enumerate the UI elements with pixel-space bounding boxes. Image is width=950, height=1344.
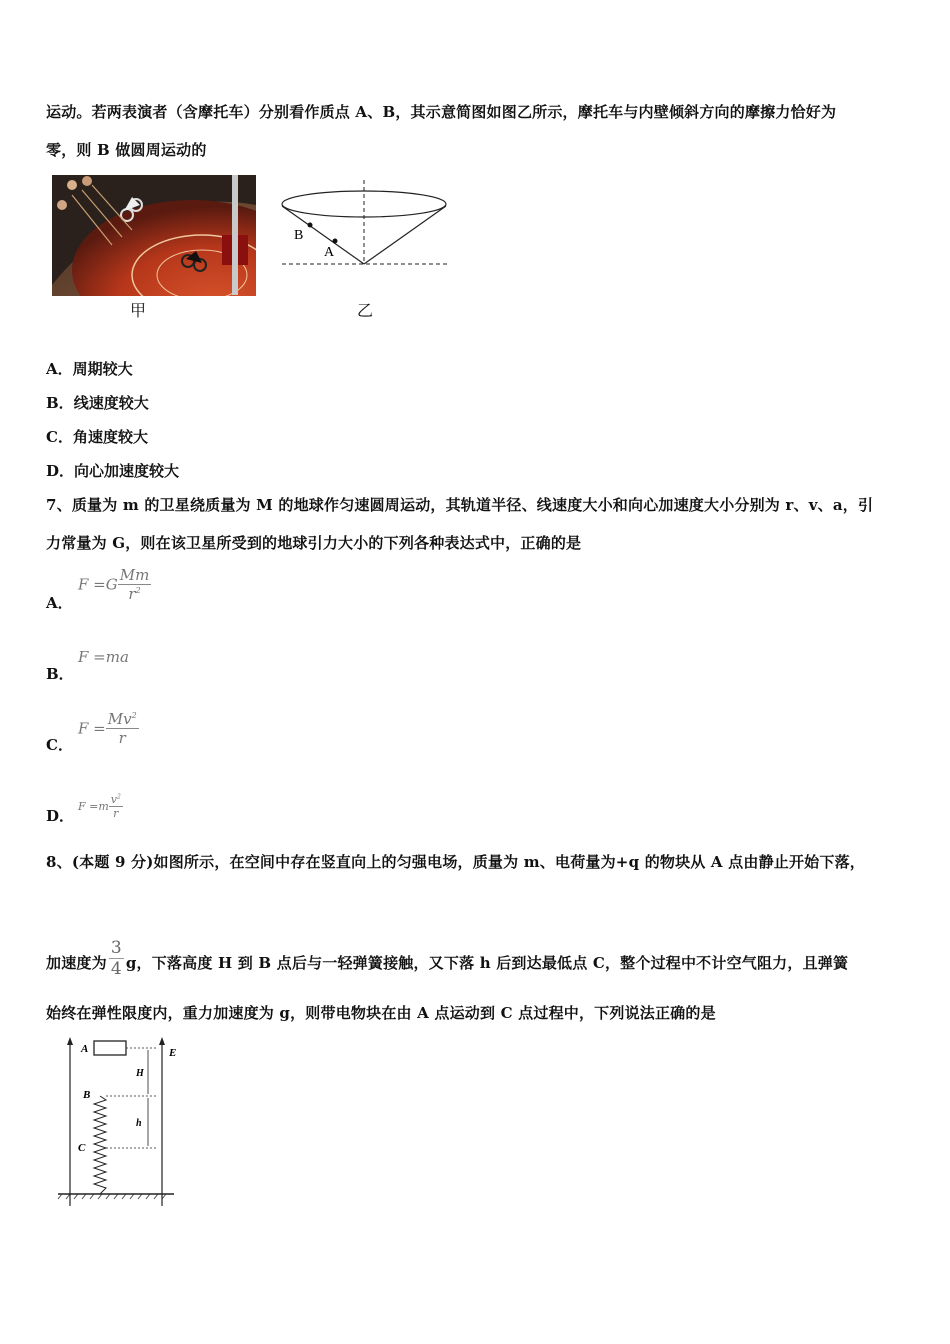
q6-option-b[interactable] xyxy=(46,392,149,413)
label-H: H xyxy=(136,1068,144,1079)
label-b: B xyxy=(83,1089,91,1101)
formula-exponent: 2 xyxy=(131,711,137,720)
q7-option-c[interactable] xyxy=(46,734,73,755)
label-a: A xyxy=(324,245,335,260)
q6-stem-line2: 零，则 B 做圆周运动的 xyxy=(46,141,207,159)
option-key: B． xyxy=(46,394,74,412)
q7-option-d[interactable] xyxy=(46,805,74,826)
option-key: D． xyxy=(46,462,75,480)
q7-formula-d xyxy=(78,793,123,820)
option-key: A． xyxy=(46,360,73,378)
q8-stem-line3: 始终在弹性限度内，重力加速度为 g，则带电物块在由 A 点运动到 C 点过程中，下列说法正确的是 xyxy=(46,1004,716,1022)
formula-denominator: r xyxy=(128,585,136,603)
q8-stem-line2-rest: g，下落高度 H 到 B 点后与一轻弹簧接触，又下落 h 后到达最低点 C，整个过程中不计空气阻力，且弹簧 xyxy=(125,954,849,972)
formula-exponent: 2 xyxy=(117,793,121,801)
q7-stem-line2: 力常量为 G，则在该卫星所受到的地球引力大小的下列各种表达式中，正确的是 xyxy=(46,534,582,552)
label-e: E xyxy=(169,1047,177,1059)
figure-caption-right: 乙 xyxy=(357,301,374,320)
q6-option-d[interactable] xyxy=(46,460,179,481)
formula-denominator: r xyxy=(113,807,119,820)
formula-lhs: F =m xyxy=(78,800,109,813)
field-arrow-right xyxy=(159,1037,165,1045)
option-key: C． xyxy=(46,428,73,446)
field-arrow-left xyxy=(67,1037,73,1045)
q7-option-b[interactable] xyxy=(46,663,74,684)
block-a xyxy=(94,1041,126,1055)
option-text: 线速度较大 xyxy=(73,394,149,412)
fraction-denominator: 4 xyxy=(110,959,122,979)
point-a xyxy=(333,239,338,244)
q6-stem-line1: 运动。若两表演者（含摩托车）分别看作质点 A、B，其示意简图如图乙所示，摩托车与内壁倾斜方向的摩擦力恰好为 xyxy=(46,103,837,121)
option-text: 周期较大 xyxy=(72,360,133,378)
label-a: A xyxy=(81,1043,89,1055)
option-text: 向心加速度较大 xyxy=(74,462,180,480)
formula-numerator: Mm xyxy=(119,566,150,584)
spring xyxy=(94,1096,106,1194)
formula-numerator: v xyxy=(110,793,117,806)
point-b xyxy=(308,223,313,228)
option-key: A． xyxy=(46,594,73,612)
figure-caption-left: 甲 xyxy=(130,301,147,320)
label-c: C xyxy=(78,1142,86,1154)
option-text: 角速度较大 xyxy=(72,428,148,446)
option-key: B． xyxy=(46,665,74,683)
formula-lhs: F = xyxy=(78,719,106,738)
q7-option-a[interactable] xyxy=(46,592,73,613)
option-key: D． xyxy=(46,807,75,825)
q6-option-c[interactable] xyxy=(46,426,148,447)
formula-exponent: 2 xyxy=(135,586,141,595)
q7-formula-c xyxy=(78,710,139,747)
q6-option-a[interactable] xyxy=(46,358,133,379)
accel-fraction xyxy=(109,938,124,979)
label-h: h xyxy=(136,1118,142,1129)
formula-denominator: r xyxy=(118,729,126,747)
q8-accel-prefix: 加速度为 xyxy=(46,954,107,972)
q7-formula-b: F =ma xyxy=(78,648,129,666)
formula-numerator: Mv xyxy=(107,710,132,728)
q7-stem-line1: 7、质量为 m 的卫星绕质量为 M 的地球作匀速圆周运动，其轨道半径、线速度大小和向心加速度大小分别为 r、v、a，引 xyxy=(46,496,874,514)
option-key: C． xyxy=(46,736,73,754)
spring-field-diagram xyxy=(56,1034,186,1209)
fraction-numerator: 3 xyxy=(110,938,122,958)
q8-stem-line1: 8、(本题 9 分)如图所示，在空间中存在竖直向上的匀强电场，质量为 m、电荷量为+q 的物块从 A 点由静止开始下落， xyxy=(46,853,865,871)
q7-formula-a xyxy=(78,566,151,603)
label-b: B xyxy=(294,228,304,243)
motorcycle-show-photo xyxy=(52,175,256,296)
q8-stem-line2 xyxy=(46,938,848,979)
formula-lhs: F =G xyxy=(78,575,118,594)
